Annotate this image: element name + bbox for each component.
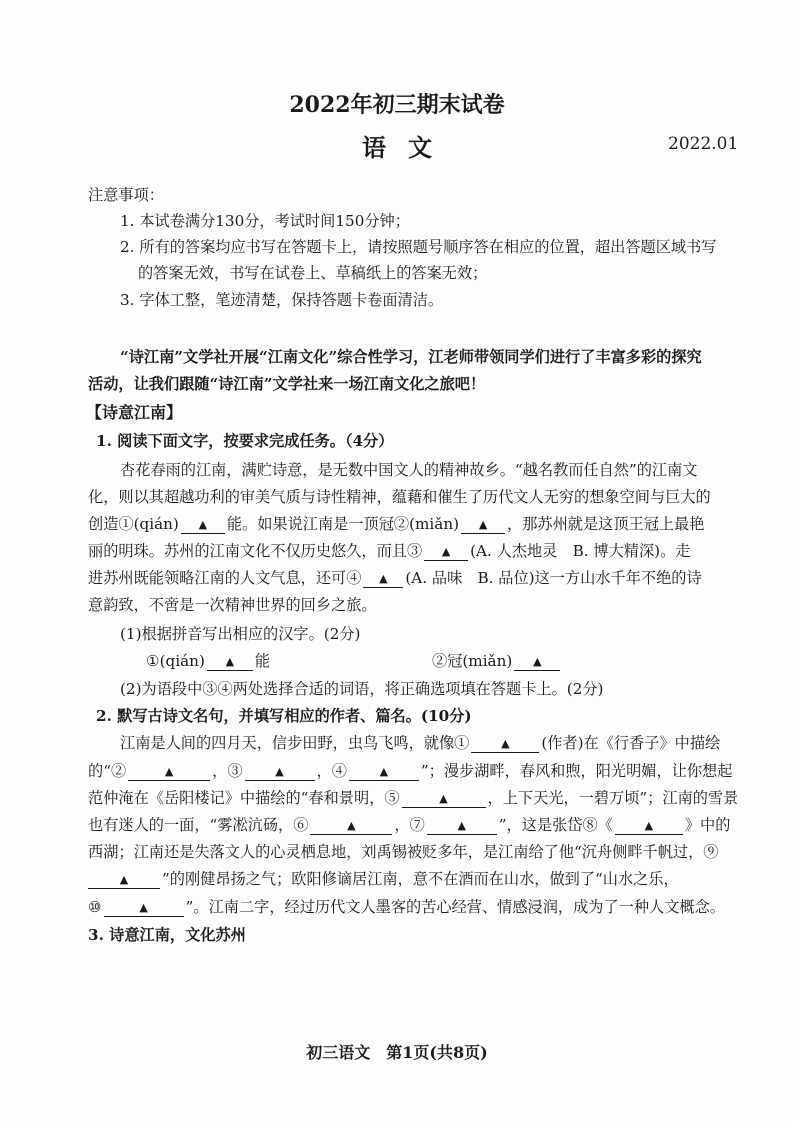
subject-title: 语文 — [362, 133, 454, 162]
q1-paragraph-line: 意韵致，不啻是一次精神世界的回乡之旅。 — [88, 596, 377, 614]
triangle-marker-icon: ▲ — [379, 765, 389, 778]
question-2-stem: 2. 默写古诗文名句，并填写相应的作者、篇名。(10分) — [96, 707, 472, 725]
triangle-marker-icon: ▲ — [441, 545, 451, 558]
q2-line: 西湖；江南还是失落文人的心灵栖息地，刘禹锡被贬多年，是江南给了他“沉舟侧畔千帆过，⑨ — [88, 843, 719, 861]
answer-blank-poem-9[interactable] — [88, 871, 160, 889]
answer-blank-poem-3[interactable] — [245, 763, 315, 781]
q2-line: 也有迷人的一面，“雾凇沆砀，⑥ ▲ ，⑦ ▲ ”，这是张岱⑧《 ▲ 》中的 — [88, 816, 731, 834]
triangle-marker-icon: ▲ — [119, 873, 129, 886]
triangle-marker-icon: ▲ — [225, 655, 235, 668]
answer-blank-sub-1[interactable] — [207, 653, 253, 671]
q1-sub-answer-1: ①(qián) ▲ 能 — [146, 652, 271, 670]
triangle-marker-icon: ▲ — [275, 765, 284, 778]
answer-blank-title-8[interactable] — [615, 817, 683, 835]
answer-blank-poem-6[interactable] — [310, 817, 392, 835]
triangle-marker-icon: ▲ — [379, 572, 388, 585]
answer-blank-poem-4[interactable] — [349, 763, 419, 781]
notice-item: 2. 所有的答案均应书写在答题卡上，请按照题号顺序答在相应的位置，超出答题区域书写 — [120, 238, 717, 256]
triangle-marker-icon: ▲ — [347, 819, 356, 832]
answer-blank-3[interactable] — [424, 543, 468, 561]
triangle-marker-icon: ▲ — [439, 792, 448, 805]
q1-paragraph-line: 丽的明珠。苏州的江南文化不仅历史悠久，而且③ ▲ (A. 人杰地灵 B. 博大精深)。走 — [88, 542, 691, 560]
q2-line: 范仲淹在《岳阳楼记》中描绘的“春和景明，⑤ ▲ ，上下天光，一碧万顷”；江南的雪景 — [88, 789, 739, 807]
q2-line: 的“② ▲ ，③ ▲ ，④ ▲ ”；漫步湖畔，春风和煦，阳光明媚，让你想起 — [88, 762, 733, 780]
answer-blank-poem-7[interactable] — [427, 817, 497, 835]
q1-sub-answer-2: ②冠(miǎn) ▲ — [432, 650, 562, 671]
triangle-marker-icon: ▲ — [164, 765, 174, 778]
intro-line: 活动，让我们跟随“诗江南”文学社来一场江南文化之旅吧！ — [88, 375, 486, 393]
triangle-marker-icon: ▲ — [139, 901, 148, 914]
question-1-stem: 1. 阅读下面文字，按要求完成任务。（4分） — [96, 432, 394, 450]
triangle-marker-icon: ▲ — [457, 819, 466, 832]
q1-paragraph-line: 进苏州既能领略江南的人文气息，还可④ ▲ (A. 品味 B. 品位)这一方山水千年不绝的诗 — [88, 569, 702, 587]
triangle-marker-icon: ▲ — [198, 518, 208, 531]
q1-paragraph-line: 杏花春雨的江南，满贮诗意，是无数中国文人的精神故乡。“越名教而任自然”的江南文 — [120, 461, 698, 479]
answer-blank-2[interactable] — [461, 516, 505, 534]
q1-sub-question-1: (1)根据拼音写出相应的汉字。(2分) — [120, 625, 361, 643]
answer-blank-poem-10[interactable] — [104, 899, 184, 917]
q1-paragraph-line: 创造①(qián) ▲ 能。如果说江南是一顶冠②(miǎn) ▲ ，那苏州就是这顶王冠上最艳 — [88, 515, 705, 533]
page-footer: 初三语文 第1页(共8页) — [306, 1043, 488, 1062]
answer-blank-1[interactable] — [181, 516, 225, 534]
notice-item: 的答案无效，书写在试卷上、草稿纸上的答案无效； — [138, 264, 488, 282]
q1-paragraph-line: 化，则以其超越功利的审美气质与诗性精神，蕴藉和催生了历代文人无穷的想象空间与巨大的 — [88, 488, 711, 506]
answer-blank-sub-2[interactable] — [514, 653, 560, 671]
answer-blank-4[interactable] — [363, 570, 403, 588]
notice-item: 3. 字体工整，笔迹清楚，保持答题卡卷面清洁。 — [120, 291, 444, 309]
q2-line: ▲ ”的刚健昂扬之气；欧阳修谪居江南，意不在酒而在山水，做到了“山水之乐， — [88, 868, 679, 889]
question-3-stem: 3. 诗意江南，文化苏州 — [88, 926, 246, 944]
triangle-marker-icon: ▲ — [644, 819, 654, 832]
intro-line: “诗江南”文学社开展“江南文化”综合性学习，江老师带领同学们进行了丰富多彩的探究 — [120, 348, 702, 366]
exam-date: 2022.01 — [668, 134, 739, 154]
answer-blank-poem-5[interactable] — [402, 790, 486, 808]
exam-title: 2022年初三期末试卷 — [289, 92, 505, 118]
answer-blank-author[interactable] — [471, 735, 539, 753]
triangle-marker-icon: ▲ — [478, 518, 488, 531]
q2-line: ⑩ ▲ ”。江南二字，经过历代文人墨客的苦心经营、情感浸润，成为了一种人文概念。 — [88, 898, 725, 916]
triangle-marker-icon: ▲ — [501, 737, 510, 750]
q1-sub-question-2: (2)为语段中③④两处选择合适的词语，将正确选项填在答题卡上。(2分) — [120, 680, 604, 698]
section-heading: 【诗意江南】 — [86, 403, 183, 422]
triangle-marker-icon: ▲ — [533, 655, 542, 668]
notice-item: 1. 本试卷满分130分，考试时间150分钟； — [120, 212, 410, 230]
notice-heading: 注意事项： — [88, 186, 164, 204]
q2-line: 江南是人间的四月天，信步田野，虫鸟飞鸣，就像① ▲ (作者)在《行香子》中描绘 — [120, 734, 721, 752]
answer-blank-poem-2[interactable] — [128, 763, 210, 781]
